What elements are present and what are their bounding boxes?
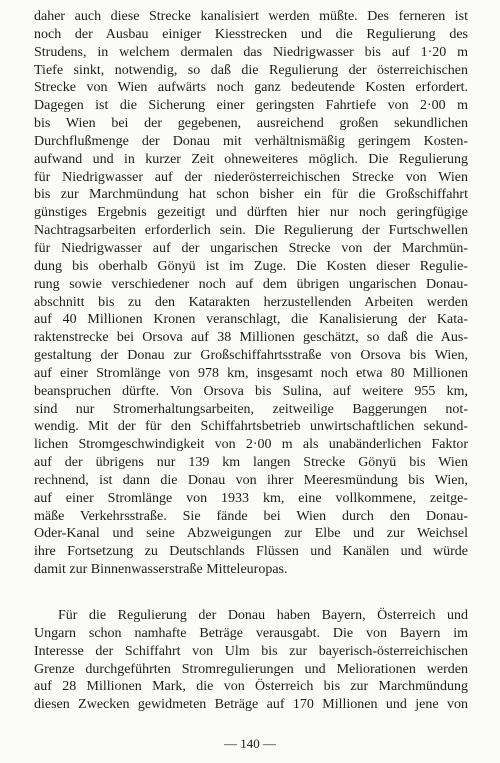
text-line: bis Wien bei der gegebenen, ausreichend großen sekundlichen xyxy=(34,116,468,132)
text-line: ihre Fortsetzung zu Deutschlands Flüssen und Kanälen und würde xyxy=(34,544,468,560)
paragraph-gap xyxy=(34,579,468,607)
text-line: günstiges Ergebnis gezeitigt und dürften hier nur noch geringfügige xyxy=(34,205,468,221)
body-text xyxy=(34,8,468,714)
text-line: Grenze durchgeführten Stromregulierungen und Meliorationen werden xyxy=(34,661,468,677)
text-line: Nachtragsarbeiten erforderlich sein. Die Regulierung der Furtschwellen xyxy=(34,223,468,239)
text-line: Interesse der Schiffahrt von Ulm bis zur bayerisch-österreichischen xyxy=(34,643,468,659)
text-line: auf einer Stromlänge von 978 km, insgesamt noch etwa 80 Millionen xyxy=(34,365,468,381)
text-line: Tiefe sinkt, notwendig, so daß die Regulierung der österreichischen xyxy=(34,62,468,78)
text-line: aufwand und in kurzer Zeit ohneweiteres möglich. Die Regulierung xyxy=(34,151,468,167)
text-line: bis zur Marchmündung hat schon bisher ein für die Großschiffahrt xyxy=(34,187,468,203)
text-line: Für die Regulierung der Donau haben Bayern, Österreich und xyxy=(58,608,468,623)
text-line: damit zur Binnenwasserstraße Mitteleuropas. xyxy=(34,562,288,578)
text-line: diesen Zwecken gewidmeten Beträge auf 170 Millionen und jene von xyxy=(34,697,468,713)
text-line: beanspruchen dürfte. Von Orsova bis Sulina, auf weitere 955 km, xyxy=(34,383,468,399)
text-line: wendig. Mit der für den Schiffahrtsbetrieb unwirtschaftlichen sekund- xyxy=(34,419,468,435)
text-line: noch der Ausbau einiger Kiesstrecken und die Regulierung des xyxy=(34,26,468,42)
text-line: rung sowie verschiedener noch auf dem übrigen ungarischen Donau- xyxy=(34,276,468,292)
page-number: — 140 — xyxy=(224,736,276,751)
text-line: auf 28 Millionen Mark, die von Österreich bis zur Marchmündung xyxy=(34,679,468,695)
paragraph-2 xyxy=(34,607,468,714)
text-line: gestaltung der Donau zur Großschiffahrtsstraße von Orsova bis Wien, xyxy=(34,348,468,364)
text-line: abschnitt bis zu den Katarakten herzustellenden Arbeiten werden xyxy=(34,294,468,310)
text-line: raktenstrecke bei Orsova auf 38 Millionen geschätzt, so daß die Aus- xyxy=(34,330,468,346)
text-line: auf einer Stromlänge von 1933 km, eine vollkommene, zeitge- xyxy=(34,490,468,506)
text-line: für Niedrigwasser auf der niederösterreichischen Strecke von Wien xyxy=(34,169,468,185)
text-line: rechnend, ist dann die Donau von ihrer Meeresmündung bis Wien, xyxy=(34,472,468,488)
text-line: auf 40 Millionen Kronen veranschlagt, die Kanalisierung der Kata- xyxy=(34,312,468,328)
text-line: Dagegen ist die Sicherung einer geringsten Fahrtiefe von 2·00 m xyxy=(34,98,468,114)
text-line: sind nur Stromerhaltungsarbeiten, zeitweilige Baggerungen not- xyxy=(34,401,468,417)
text-line: lichen Stromgeschwindigkeit von 2·00 m als unabänderlichen Faktor xyxy=(34,437,468,453)
text-line: auf der übrigens nur 139 km langen Strecke Gönyü bis Wien xyxy=(34,455,468,471)
text-line: für Niedrigwasser auf der ungarischen Strecke von der Marchmün- xyxy=(34,240,468,256)
text-line: Ungarn schon namhafte Beträge verausgabt. Die von Bayern im xyxy=(34,625,468,641)
text-line: daher auch diese Strecke kanalisiert werden müßte. Des ferneren ist xyxy=(34,9,468,24)
text-line: Strecke von Wien aufwärts noch ganz bedeutende Kosten erfordert. xyxy=(34,80,468,96)
paragraph-1 xyxy=(34,8,468,579)
text-line: mäße Verkehrsstraße. Sie fände bei Wien durch den Donau- xyxy=(34,508,468,524)
text-line: Strudens, in welchem dermalen das Niedrigwasser bis auf 1·20 m xyxy=(34,44,468,60)
text-line: Oder-Kanal und seine Abzweigungen zur Elbe und zur Weichsel xyxy=(34,526,468,542)
text-line: Durchflußmenge der Donau mit verhältnismäßig geringem Kosten- xyxy=(34,133,468,149)
text-line: dung bis oberhalb Gönyü ist im Zuge. Die Kosten dieser Regulie- xyxy=(34,258,468,274)
